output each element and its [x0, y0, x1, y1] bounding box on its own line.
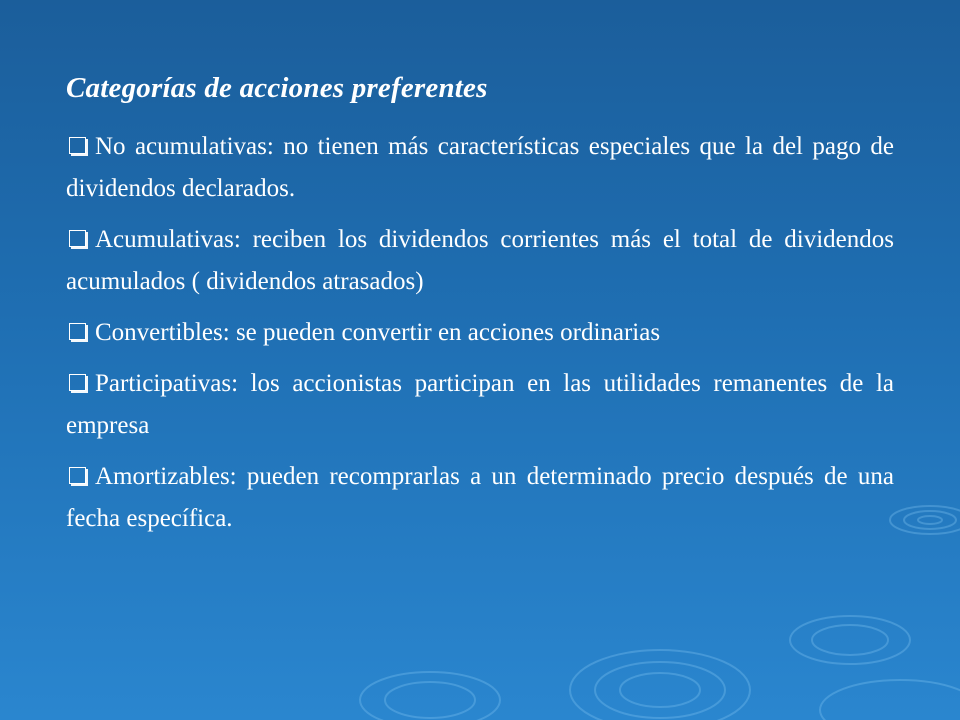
list-item	[66, 219, 894, 303]
checkbox-square-icon	[69, 230, 86, 247]
slide-content	[66, 68, 894, 549]
slide-title: Categorías de acciones preferentes	[66, 72, 488, 104]
list-item-text: Amortizables: pueden recomprarlas a un determinado precio después de una fecha específica.	[66, 463, 894, 532]
checkbox-square-icon	[69, 467, 86, 484]
list-item	[66, 456, 894, 540]
list-item-text: Convertibles: se pueden convertir en acciones ordinarias	[95, 319, 661, 346]
list-item-text: Acumulativas: reciben los dividendos corrientes más el total de dividendos acumulados ( dividendos atrasados)	[66, 226, 894, 295]
bullet-list	[66, 126, 894, 540]
list-item	[66, 126, 894, 210]
list-item-text: Participativas: los accionistas participan en las utilidades remanentes de la empresa	[66, 370, 894, 439]
list-item	[66, 312, 894, 354]
list-item-text: No acumulativas: no tienen más características especiales que la del pago de dividendos declarados.	[66, 133, 894, 202]
checkbox-square-icon	[69, 137, 86, 154]
checkbox-square-icon	[69, 374, 86, 391]
list-item	[66, 363, 894, 447]
checkbox-square-icon	[69, 323, 86, 340]
